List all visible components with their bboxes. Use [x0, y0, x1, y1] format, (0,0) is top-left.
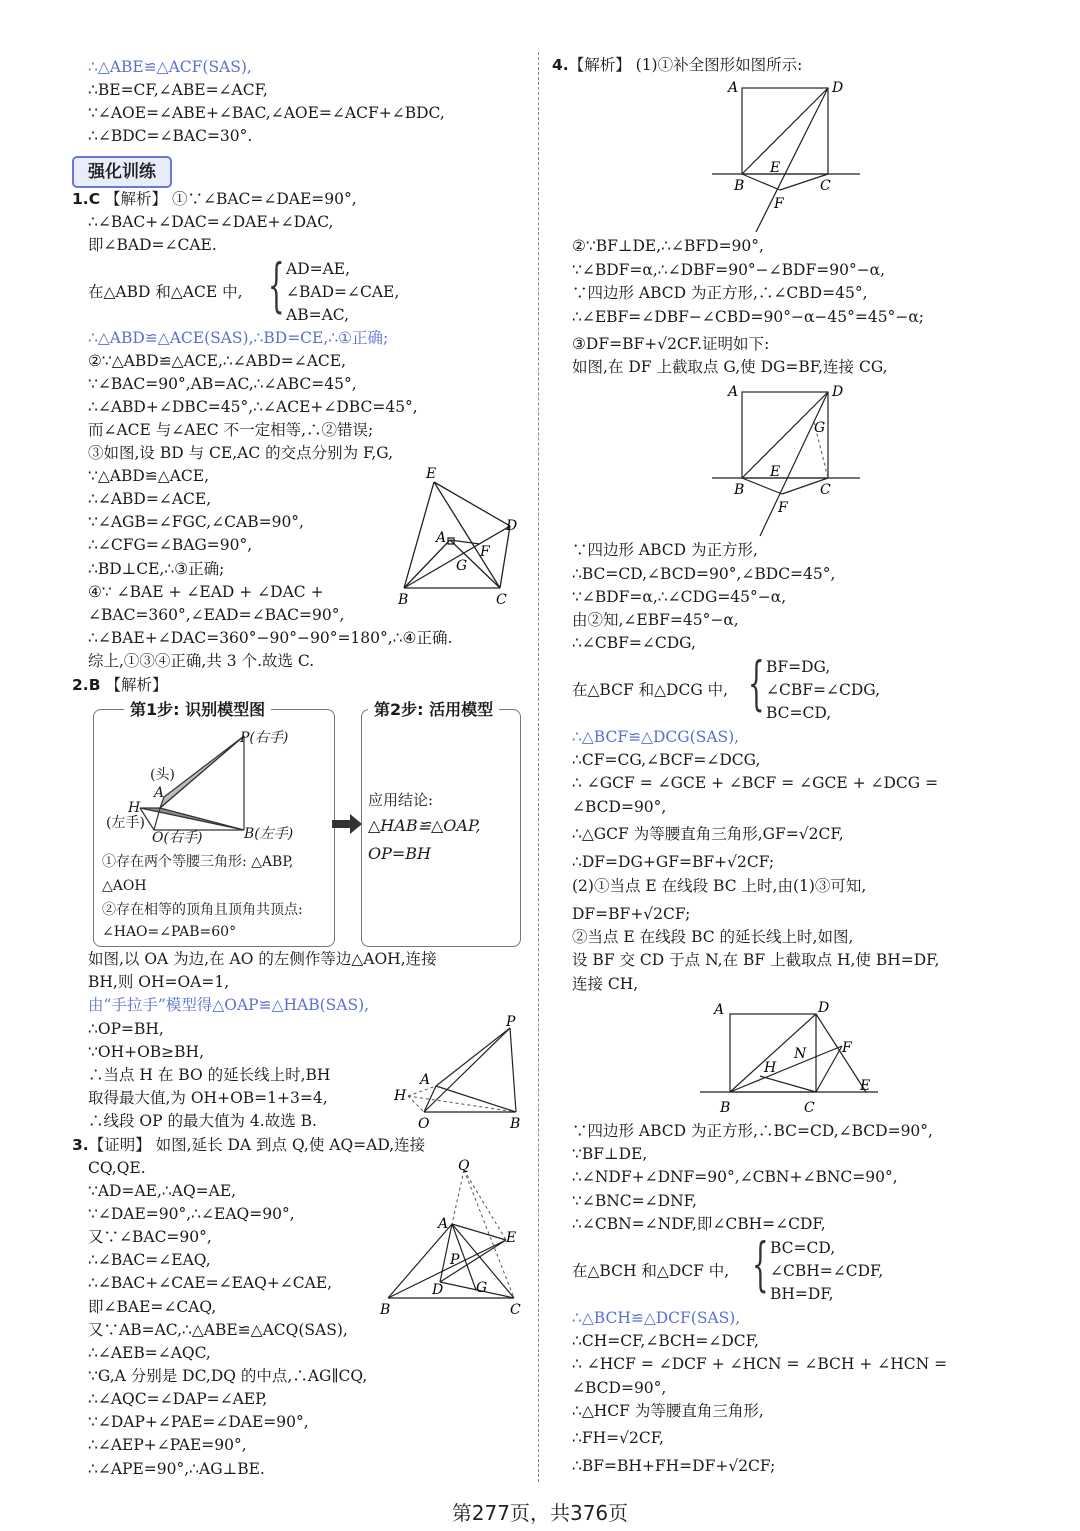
- text-line: 由“手拉手”模型得△OAP≌△HAB(SAS),: [88, 996, 370, 1014]
- text-line: ∴∠ABD=∠ACE,: [88, 490, 212, 508]
- text-line: ∠BAD=∠CAE,: [286, 283, 400, 301]
- text-line: ∵四边形 ABCD 为正方形,∴BC=CD,∠BCD=90°,: [572, 1122, 933, 1140]
- svg-text:B: B: [734, 482, 745, 498]
- text-line: ∴∠APE=90°,∴AG⊥BE.: [88, 1460, 265, 1478]
- svg-text:P: P: [506, 1014, 516, 1030]
- q1-tag: 【解析】: [105, 190, 168, 208]
- text-line: ②∵△ABD≌△ACE,∴∠ABD=∠ACE,: [88, 352, 347, 370]
- fig-label: B: [398, 592, 409, 608]
- brace: {: [752, 1230, 769, 1298]
- text-line: ∴∠AEP+∠PAE=90°,: [88, 1436, 247, 1454]
- text-line: ∴CF=CG,∠BCF=∠DCG,: [572, 751, 761, 769]
- q3-figure: [378, 1158, 528, 1318]
- text-line: ∠BCD=90°,: [572, 1379, 667, 1397]
- svg-text:A: A: [438, 1216, 449, 1232]
- q4-figure-2: [708, 380, 868, 540]
- text-line: ∴∠BAC=∠EAQ,: [88, 1251, 211, 1269]
- svg-text:D: D: [432, 1282, 444, 1298]
- q4-tag: 【解析】: [568, 56, 631, 74]
- step1-note: ∠HAO=∠PAB=60°: [102, 924, 237, 940]
- text-line: 即∠BAE=∠CAQ,: [88, 1298, 217, 1316]
- svg-text:A: A: [728, 80, 739, 96]
- text-line: ∴∠BAE+∠DAC=360°−90°−90°=180°,∴④正确.: [88, 629, 453, 647]
- svg-text:C: C: [820, 482, 831, 498]
- text-line: ∴CH=CF,∠BCH=∠DCF,: [572, 1332, 759, 1350]
- svg-text:G: G: [476, 1280, 488, 1296]
- text-line: 又∵AB=AC,∴△ABE≌△ACQ(SAS),: [88, 1321, 348, 1339]
- text-line: ∴BF=BH+FH=DF+√2CF;: [572, 1457, 776, 1475]
- fig-label: D: [506, 518, 518, 534]
- text-line: AD=AE,: [286, 260, 351, 278]
- text-line: ∴∠NDF+∠DNF=90°,∠CBN+∠BNC=90°,: [572, 1168, 898, 1186]
- text-line: ∵∠BAC=90°,AB=AC,∴∠ABC=45°,: [88, 375, 357, 393]
- section-title: 强化训练: [72, 156, 172, 188]
- step1-note: ①存在两个等腰三角形: △ABP,: [102, 854, 294, 870]
- text-line: ∴△HCF 为等腰直角三角形,: [572, 1402, 764, 1420]
- text-line: ∵∠BDF=α,∴∠DBF=90°−∠BDF=90°−α,: [572, 261, 886, 279]
- svg-text:E: E: [506, 1230, 517, 1246]
- svg-text:P: P: [450, 1252, 460, 1268]
- text-line: ∴∠EBF=∠DBF−∠CBD=90°−α−45°=45°−α;: [572, 308, 925, 326]
- step2-note: OP=BH: [368, 844, 431, 863]
- q2-number: 2.: [72, 676, 89, 694]
- text-line: 在△BCF 和△DCG 中,: [572, 681, 729, 699]
- fig-label: E: [426, 466, 437, 482]
- text-line: ∴∠BAC+∠DAC=∠DAE+∠DAC,: [88, 213, 334, 231]
- q4-figure-3: [700, 996, 890, 1122]
- step2-title: 第2步: 活用模型: [368, 697, 499, 720]
- text-line: ∵∠BNC=∠DNF,: [572, 1192, 697, 1210]
- q2-figure: [390, 1014, 530, 1132]
- step1-title: 第1步: 识别模型图: [124, 697, 271, 720]
- text-line: CQ,QE.: [88, 1159, 146, 1177]
- svg-text:G: G: [814, 420, 826, 436]
- text-line: ∴线段 OP 的最大值为 4.故选 B.: [88, 1112, 317, 1130]
- text-line: ∴∠BDC=∠BAC=30°.: [88, 127, 253, 145]
- q3-tag: 【证明】: [88, 1136, 151, 1154]
- svg-text:D: D: [818, 1000, 830, 1016]
- text-line: ∴BC=CD,∠BCD=90°,∠BDC=45°,: [572, 565, 836, 583]
- text-line: ∠CBH=∠CDF,: [770, 1262, 884, 1280]
- text-line: 连接 CH,: [572, 975, 639, 993]
- brace: {: [268, 251, 285, 319]
- svg-text:D: D: [832, 80, 844, 96]
- svg-text:B: B: [380, 1302, 391, 1318]
- arrow-icon: [332, 814, 362, 834]
- text-line: ∴ ∠GCF = ∠GCE + ∠BCF = ∠GCE + ∠DCG =: [572, 774, 939, 792]
- text-line: ∵∠DAE=90°,∴∠EAQ=90°,: [88, 1205, 295, 1223]
- fig-label: (左手): [106, 815, 145, 831]
- text-line: ∵△ABD≌△ACE,: [88, 467, 209, 485]
- text-line: ③如图,设 BD 与 CE,AC 的交点分别为 F,G,: [88, 444, 394, 462]
- svg-text:C: C: [804, 1100, 815, 1116]
- fig-label: H: [128, 800, 141, 816]
- text-line: ∴∠CBF=∠CDG,: [572, 634, 696, 652]
- q3-number: 3.: [72, 1136, 89, 1154]
- text-line: BC=CD,: [770, 1239, 836, 1257]
- text-line: ∵G,A 分别是 DC,DQ 的中点,∴AG∥CQ,: [88, 1367, 368, 1385]
- fig-label: A: [154, 785, 165, 801]
- step1-note: ②存在相等的顶角且顶角共顶点:: [102, 902, 303, 918]
- text-line: ∴OP=BH,: [88, 1020, 164, 1038]
- text-line: ∵AD=AE,∴AQ=AE,: [88, 1182, 237, 1200]
- q1-number: 1.: [72, 190, 89, 208]
- text-line: ∵BF⊥DE,: [572, 1145, 648, 1163]
- fig-label: A: [436, 530, 447, 546]
- page-footer: 第277页，共376页: [451, 1501, 629, 1525]
- text-line: BF=DG,: [766, 658, 831, 676]
- svg-text:F: F: [842, 1040, 852, 1056]
- svg-text:A: A: [728, 384, 739, 400]
- text-line: 又∵∠BAC=90°,: [88, 1228, 212, 1246]
- text-line: ∴BE=CF,∠ABE=∠ACF,: [88, 81, 268, 99]
- text-line: ∴当点 H 在 BO 的延长线上时,BH: [88, 1066, 331, 1084]
- svg-text:E: E: [860, 1078, 871, 1094]
- text-line: ∴△ABD≌△ACE(SAS),∴BD=CE,∴①正确;: [88, 329, 389, 347]
- q4-number: 4.: [552, 56, 569, 74]
- q1-answer: C: [88, 190, 101, 208]
- svg-text:A: A: [714, 1002, 725, 1018]
- text-line: ∴△ABE≌△ACF(SAS),: [88, 58, 252, 76]
- text-line: ∠BAC=360°,∠EAD=∠BAC=90°,: [88, 606, 345, 624]
- fig-label: F: [480, 544, 490, 560]
- text-line: ∵∠DAP+∠PAE=∠DAE=90°,: [88, 1413, 309, 1431]
- text-line: 如图,延长 DA 到点 Q,使 AQ=AD,连接: [155, 1136, 426, 1154]
- text-line: 设 BF 交 CD 于点 N,在 BF 上截取点 H,使 BH=DF,: [572, 951, 940, 969]
- svg-text:F: F: [778, 500, 788, 516]
- svg-text:H: H: [764, 1060, 777, 1076]
- step2-note: 应用结论:: [368, 791, 434, 809]
- text-line: 如图,在 DF 上截取点 G,使 DG=BF,连接 CG,: [572, 358, 888, 376]
- svg-text:A: A: [420, 1072, 431, 1088]
- q2-answer: B: [88, 676, 101, 694]
- text-line: ②∵BF⊥DE,∴∠BFD=90°,: [572, 237, 764, 255]
- text-line: (2)①当点 E 在线段 BC 上时,由(1)③可知,: [572, 877, 867, 895]
- svg-text:B: B: [720, 1100, 731, 1116]
- text-line: ∴△BCF≌△DCG(SAS),: [572, 728, 740, 746]
- svg-text:C: C: [510, 1302, 521, 1318]
- text-line: ∴△GCF 为等腰直角三角形,GF=√2CF,: [572, 825, 844, 843]
- text-line: ∵∠AGB=∠FGC,∠CAB=90°,: [88, 513, 304, 531]
- text-line: ∴△BCH≌△DCF(SAS),: [572, 1309, 741, 1327]
- text-line: ②当点 E 在线段 BC 的延长线上时,如图,: [572, 928, 854, 946]
- text-line: ∴∠AQC=∠DAP=∠AEP,: [88, 1390, 268, 1408]
- text-line: BC=CD,: [766, 704, 832, 722]
- step1-box: [93, 700, 335, 947]
- fig-label: O(右手): [152, 830, 203, 846]
- text-line: ∵OH+OB≥BH,: [88, 1043, 204, 1061]
- svg-text:B: B: [734, 178, 745, 194]
- text-line: ∴∠AEB=∠AQC,: [88, 1344, 211, 1362]
- text-line: ∴∠CBN=∠NDF,即∠CBH=∠CDF,: [572, 1215, 826, 1233]
- svg-text:O: O: [418, 1116, 430, 1132]
- text-line: ④∵ ∠BAE + ∠EAD + ∠DAC +: [88, 583, 324, 601]
- fig-label: B(左手): [244, 826, 294, 842]
- text-line: (1)①补全图形如图所示:: [635, 56, 803, 74]
- text-line: ∵∠BDF=α,∴∠CDG=45°−α,: [572, 588, 787, 606]
- brace: {: [748, 649, 765, 717]
- svg-text:F: F: [774, 196, 784, 212]
- text-line: 即∠BAD=∠CAE.: [88, 236, 217, 254]
- text-line: 如图,以 OA 为边,在 AO 的左侧作等边△AOH,连接: [88, 950, 437, 968]
- text-line: 在△BCH 和△DCF 中,: [572, 1262, 730, 1280]
- text-line: ∵∠AOE=∠ABE+∠BAC,∠AOE=∠ACF+∠BDC,: [88, 104, 445, 122]
- svg-text:Q: Q: [458, 1158, 470, 1174]
- svg-text:C: C: [820, 178, 831, 194]
- text-line: 综上,①③④正确,共 3 个.故选 C.: [88, 652, 315, 670]
- text-line: BH,则 OH=OA=1,: [88, 973, 230, 991]
- text-line: ∴∠BAC+∠CAE=∠EAQ+∠CAE,: [88, 1274, 333, 1292]
- text-line: 取得最大值,为 OH+OB=1+3=4,: [88, 1089, 328, 1107]
- q4-figure-1: [708, 76, 868, 236]
- text-line: ①∵∠BAC=∠DAE=90°,: [171, 190, 357, 208]
- text-line: ③DF=BF+√2CF.证明如下:: [572, 335, 770, 353]
- svg-text:B: B: [510, 1116, 521, 1132]
- fig-label: (头): [150, 767, 175, 783]
- column-divider: [538, 52, 539, 1482]
- text-line: ∴ ∠HCF = ∠DCF + ∠HCN = ∠BCH + ∠HCN =: [572, 1355, 948, 1373]
- fig-label: G: [456, 558, 468, 574]
- svg-text:E: E: [770, 464, 781, 480]
- step2-note: △HAB≌△OAP,: [368, 816, 481, 835]
- text-line: DF=BF+√2CF;: [572, 905, 691, 923]
- text-line: ∴DF=DG+GF=BF+√2CF;: [572, 853, 775, 871]
- svg-text:E: E: [770, 160, 781, 176]
- text-line: AB=AC,: [286, 306, 349, 324]
- fig-label: C: [496, 592, 507, 608]
- text-line: BH=DF,: [770, 1285, 834, 1303]
- text-line: ∴FH=√2CF,: [572, 1429, 664, 1447]
- svg-text:D: D: [832, 384, 844, 400]
- q2-tag: 【解析】: [105, 676, 168, 694]
- text-line: ∴∠CFG=∠BAG=90°,: [88, 536, 253, 554]
- text-line: ∠CBF=∠CDG,: [766, 681, 881, 699]
- text-line: 在△ABD 和△ACE 中,: [88, 283, 243, 301]
- step1-note: △AOH: [102, 878, 147, 894]
- svg-text:H: H: [394, 1088, 407, 1104]
- text-line: ∴∠ABD+∠DBC=45°,∴∠ACE+∠DBC=45°,: [88, 398, 418, 416]
- text-line: ∵四边形 ABCD 为正方形,∴∠CBD=45°,: [572, 284, 868, 302]
- text-line: ∵四边形 ABCD 为正方形,: [572, 541, 758, 559]
- step2-box: [361, 700, 521, 947]
- text-line: 由②知,∠EBF=45°−α,: [572, 611, 739, 629]
- text-line: ∠BCD=90°,: [572, 798, 667, 816]
- svg-text:N: N: [794, 1046, 807, 1062]
- text-line: ∴BD⊥CE,∴③正确;: [88, 560, 225, 578]
- q1-figure: [392, 464, 522, 610]
- fig-label: P(右手): [240, 730, 289, 746]
- text-line: 而∠ACE 与∠AEC 不一定相等,∴②错误;: [88, 421, 374, 439]
